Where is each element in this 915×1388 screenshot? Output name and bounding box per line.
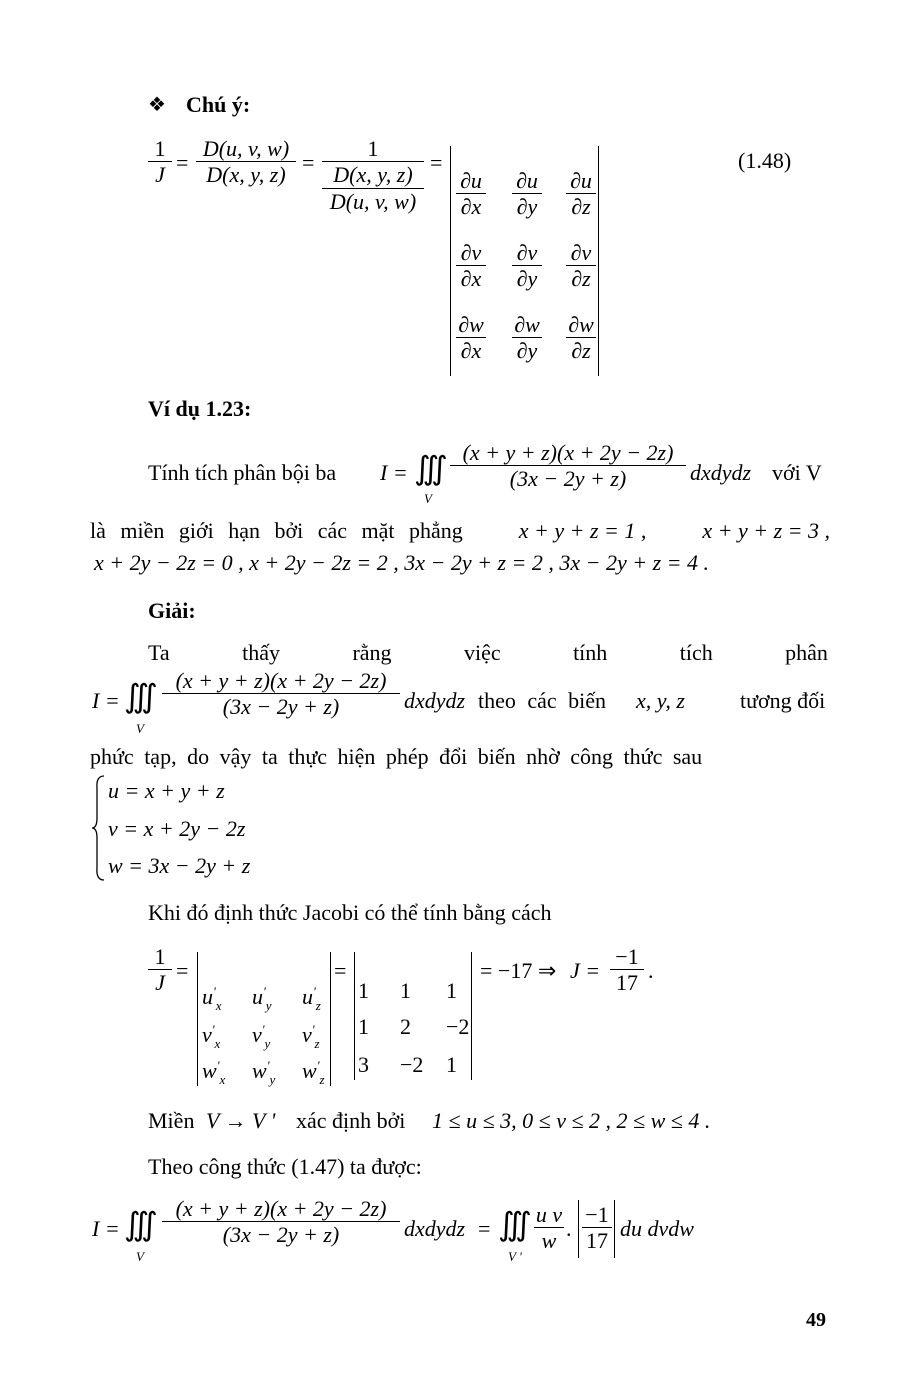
numeric-cell: 3 bbox=[358, 1052, 369, 1077]
I-equals: I = bbox=[380, 460, 408, 485]
region-inequalities: 1 ≤ u ≤ 3, 0 ≤ v ≤ 2 , 2 ≤ w ≤ 4 . bbox=[432, 1108, 711, 1133]
frac-1-over-J-2: 1 J bbox=[148, 944, 172, 996]
word: tích bbox=[679, 640, 713, 665]
region-label-prime: V ' bbox=[508, 1249, 522, 1264]
numeric-cell: −2 bbox=[446, 1014, 470, 1039]
integrand-fraction: (x + y + z)(x + 2y − 2z) (3x − 2y + z) bbox=[450, 440, 686, 492]
word: phân bbox=[785, 640, 828, 665]
word: thấy bbox=[242, 640, 280, 665]
partial-derivative-cell: ∂u ∂x bbox=[456, 168, 486, 220]
differential: dxdydz bbox=[690, 460, 752, 485]
numeric-cell: −2 bbox=[400, 1052, 424, 1077]
word: việc bbox=[463, 640, 501, 665]
region-text: xác định bởi bbox=[296, 1108, 406, 1133]
partial-derivative-cell: ∂w ∂y bbox=[512, 312, 542, 364]
numeric-cell: 1 bbox=[446, 978, 457, 1003]
example-heading: Ví dụ 1.23: bbox=[148, 396, 252, 421]
region-label: V bbox=[424, 491, 432, 506]
differential-2: dxdydz bbox=[404, 688, 466, 713]
line2-text: theo các biến bbox=[478, 688, 607, 713]
frac-compound: 1 D(x, y, z) D(u, v, w) bbox=[322, 136, 424, 214]
theo-line: Theo công thức (1.47) ta được: bbox=[148, 1154, 422, 1179]
partial-derivative-cell: ∂w ∂x bbox=[456, 312, 486, 364]
word: tính bbox=[573, 640, 608, 665]
triple-integral-icon: ∭ bbox=[124, 1206, 158, 1242]
bullet-icon: ❖ bbox=[148, 94, 166, 116]
numeric-cell: 2 bbox=[400, 1014, 411, 1039]
triple-integral-icon: ∭ bbox=[414, 450, 448, 486]
integrand-fraction-3: (x + y + z)(x + 2y − 2z) (3x − 2y + z) bbox=[162, 1196, 400, 1248]
jacobi-intro: Khi đó định thức Jacobi có thể tính bằng cách bbox=[148, 900, 552, 925]
word: Ta bbox=[148, 640, 170, 665]
region-map-label: Miền bbox=[148, 1108, 195, 1133]
numeric-cell: 1 bbox=[446, 1052, 457, 1077]
partial-derivative-cell: ∂v ∂x bbox=[456, 240, 486, 292]
solution-line3: phức tạp, do vậy ta thực hiện phép đổi biến nhờ công thức sau bbox=[90, 744, 703, 769]
numeric-cell: 1 bbox=[400, 978, 411, 1003]
derivative-cell: $u'_x$ bbox=[202, 984, 222, 1013]
page-number: 49 bbox=[806, 1309, 826, 1331]
I-equals-2: I = bbox=[92, 688, 120, 713]
region-mapping: V → V ' bbox=[206, 1108, 276, 1133]
derivative-cell: $v'_y$ bbox=[252, 1022, 271, 1051]
derivative-cell: $u'_y$ bbox=[252, 984, 272, 1013]
word: rằng bbox=[352, 640, 392, 665]
frac-1-over-J: 1 J bbox=[148, 136, 172, 188]
derivative-cell: $u'_z$ bbox=[302, 984, 321, 1013]
with-v: với V bbox=[772, 460, 822, 485]
partial-derivative-cell: ∂u ∂z bbox=[566, 168, 596, 220]
frac-duvw-dxyz: D(u, v, w) D(x, y, z) bbox=[196, 136, 296, 188]
region-label: V bbox=[136, 1249, 144, 1264]
final-differential: du dvdw bbox=[620, 1216, 694, 1241]
partial-derivative-cell: ∂u ∂y bbox=[512, 168, 542, 220]
system-eq-2: v = x + 2y − 2z bbox=[108, 816, 246, 841]
numeric-cell: 1 bbox=[358, 978, 369, 1003]
solution-heading: Giải: bbox=[148, 598, 196, 623]
uv-over-w: u v w bbox=[535, 1202, 563, 1254]
triple-integral-icon: ∭ bbox=[498, 1206, 532, 1242]
line2-vars: x, y, z bbox=[636, 688, 685, 713]
system-eq-1: u = x + y + z bbox=[108, 778, 225, 803]
integrand-fraction-2: (x + y + z)(x + 2y − 2z) (3x − 2y + z) bbox=[162, 668, 400, 720]
J-fraction: −1 17 bbox=[610, 944, 644, 996]
numeric-cell: 1 bbox=[358, 1014, 369, 1039]
partial-derivative-cell: ∂v ∂y bbox=[512, 240, 542, 292]
triple-integral-icon: ∭ bbox=[124, 678, 158, 714]
brace-icon bbox=[92, 774, 106, 886]
derivative-cell: $w'_x$ bbox=[202, 1058, 226, 1087]
J-equals: J = bbox=[570, 958, 601, 983]
abs-fraction: −1 17 bbox=[582, 1202, 612, 1254]
region-label: V bbox=[136, 721, 144, 736]
derivative-cell: $w'_y$ bbox=[252, 1058, 276, 1087]
line2-end: tương đối bbox=[740, 688, 826, 713]
derivative-cell: $w'_z$ bbox=[302, 1058, 325, 1087]
differential-3: dxdydz bbox=[404, 1216, 466, 1241]
partial-derivative-cell: ∂w ∂z bbox=[566, 312, 596, 364]
system-eq-3: w = 3x − 2y + z bbox=[108, 853, 251, 878]
I-equals-3: I = bbox=[92, 1216, 120, 1241]
example-line3: x + 2y − 2z = 0 , x + 2y − 2z = 2 , 3x − 2y + z = 2 , 3x − 2y + z = 4 . bbox=[94, 550, 710, 575]
solution-line1 bbox=[148, 640, 828, 666]
derivative-cell: $v'_z$ bbox=[302, 1022, 320, 1051]
example-line2: là miền giới hạn bởi các mặt phẳng x + y + z = 1 , x + y + z = 3 , bbox=[90, 518, 830, 543]
note-heading: Chú ý: bbox=[186, 92, 251, 117]
det-result: = −17 ⇒ bbox=[480, 958, 557, 983]
partial-derivative-cell: ∂v ∂z bbox=[566, 240, 596, 292]
derivative-cell: $v'_x$ bbox=[202, 1022, 221, 1051]
equation-tag: (1.48) bbox=[738, 148, 792, 173]
example-intro: Tính tích phân bội ba bbox=[148, 460, 337, 485]
